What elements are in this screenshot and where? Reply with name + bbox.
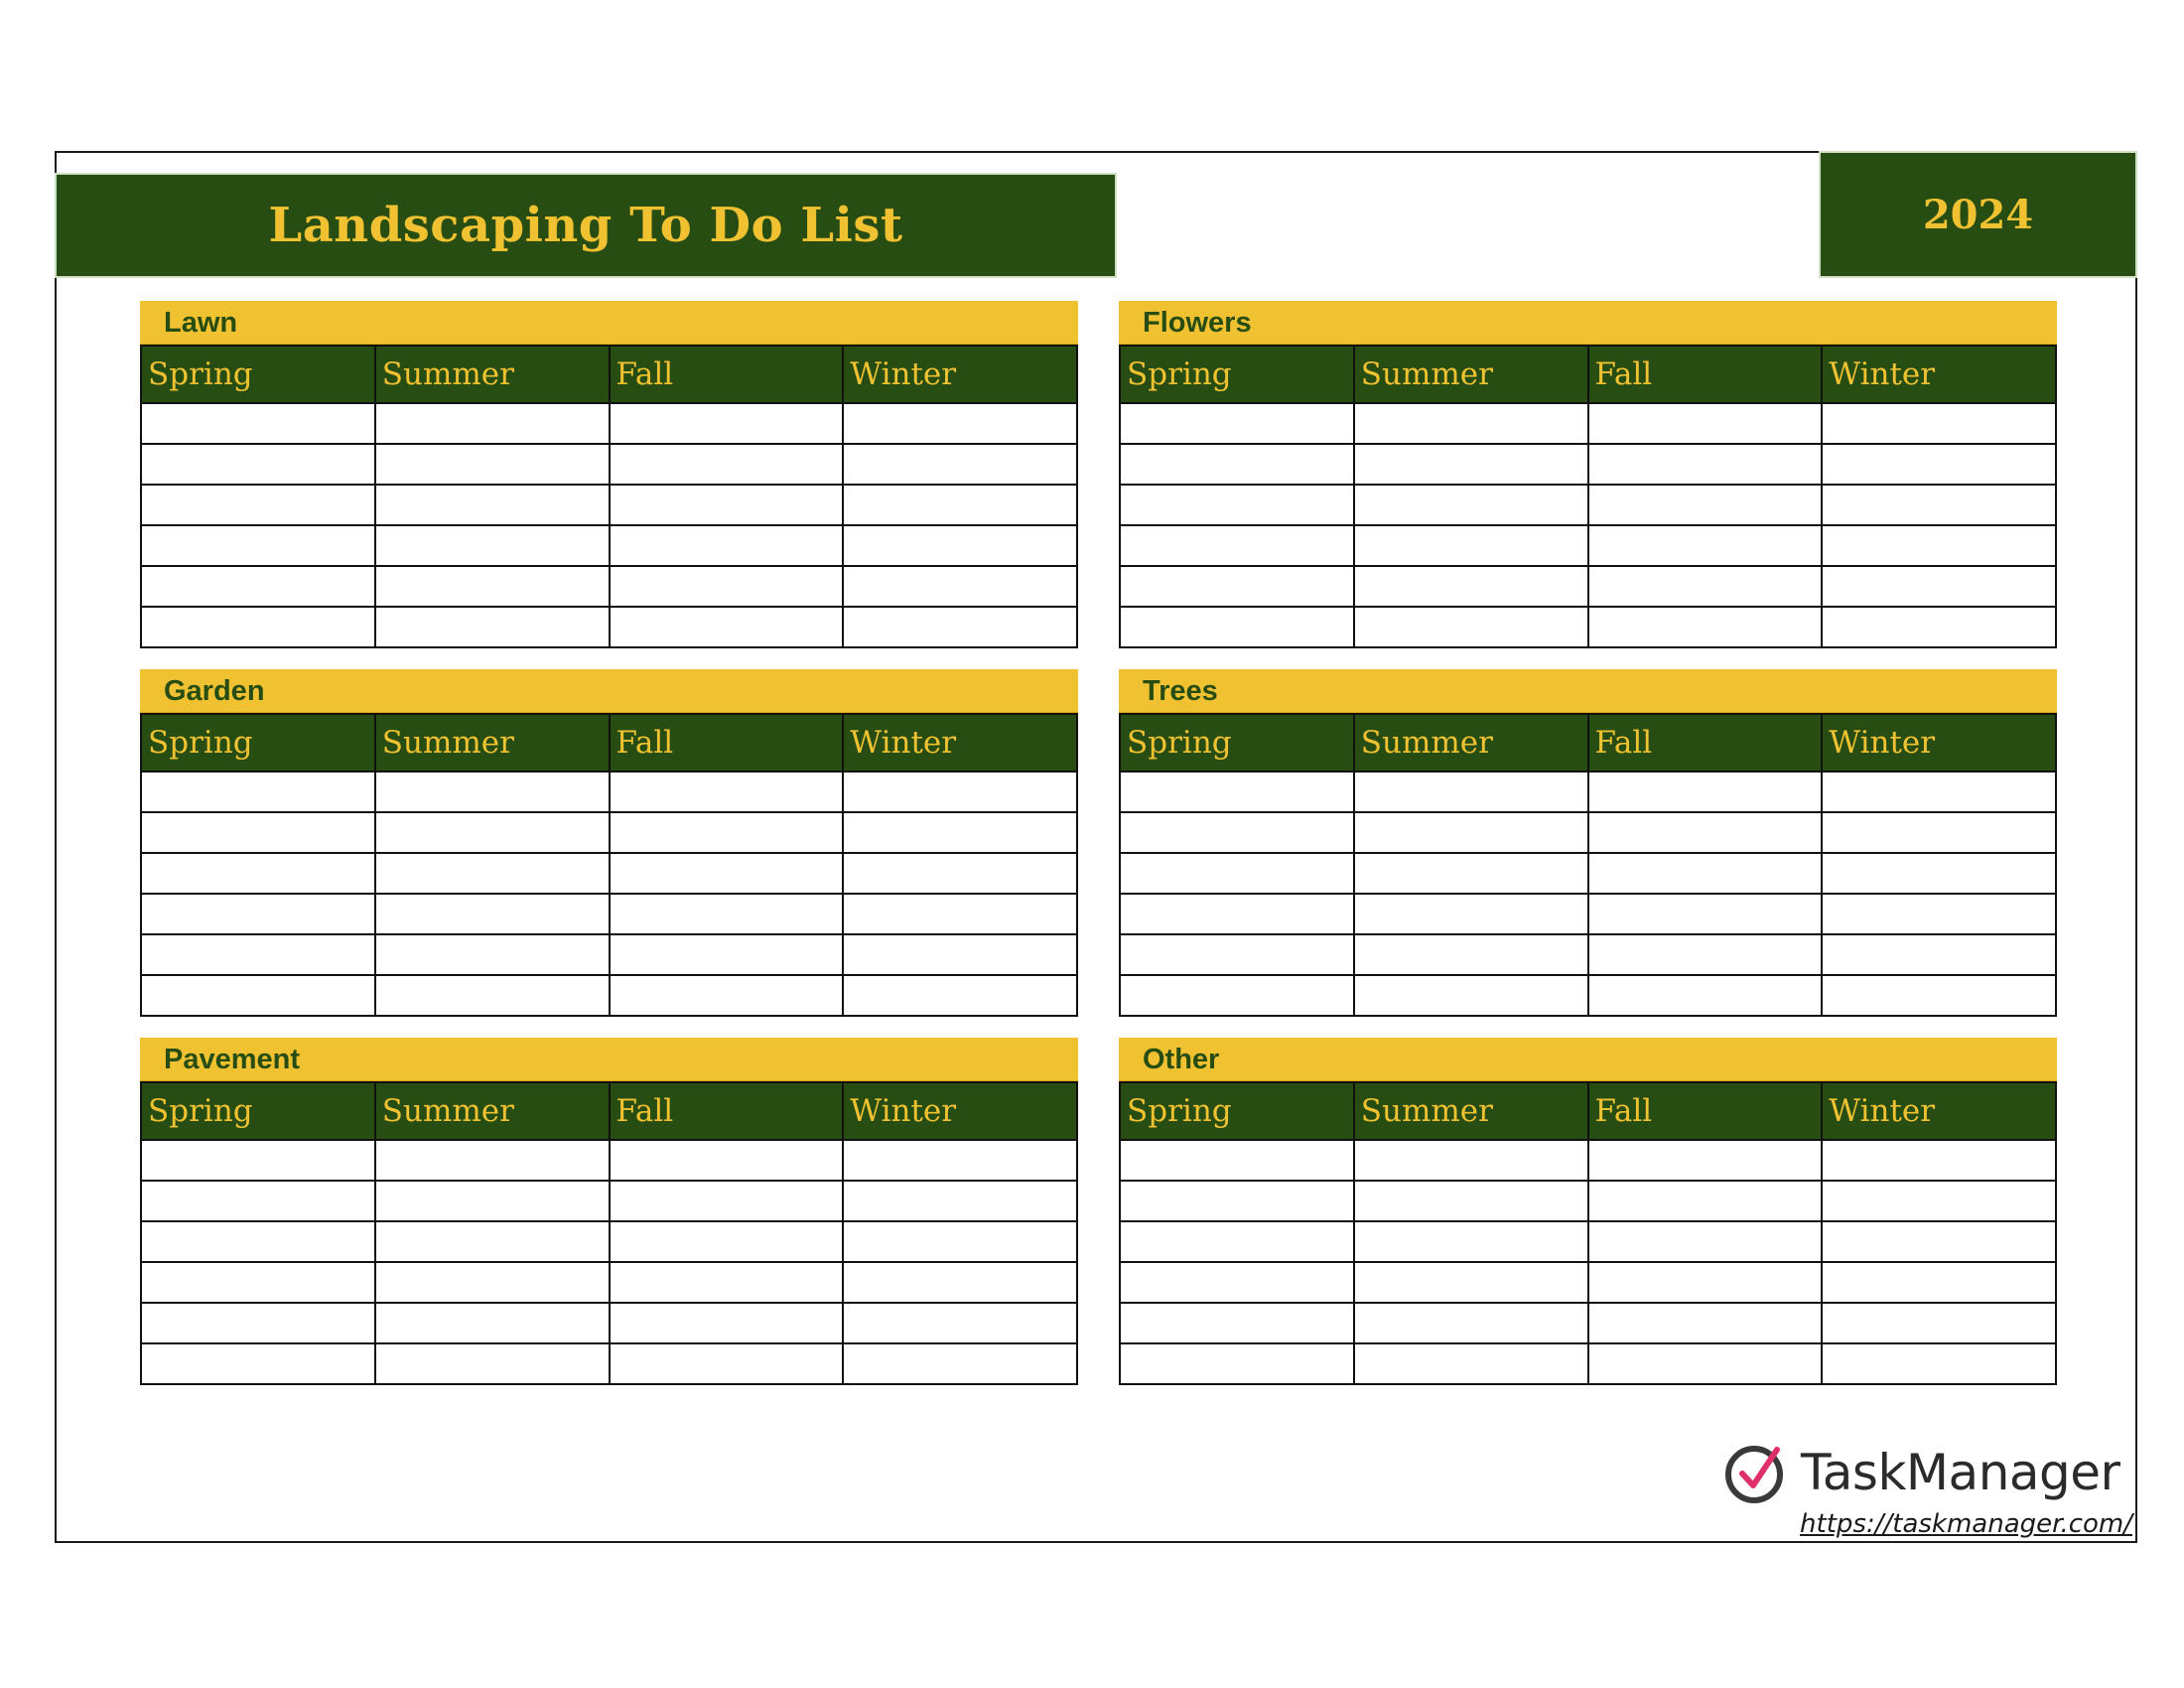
task-cell[interactable] <box>141 403 375 444</box>
task-cell[interactable] <box>1354 566 1588 607</box>
task-cell[interactable] <box>1588 853 1823 894</box>
task-cell[interactable] <box>1354 975 1588 1016</box>
task-cell[interactable] <box>1354 525 1588 566</box>
task-cell[interactable] <box>1588 403 1823 444</box>
task-cell[interactable] <box>375 607 610 647</box>
task-cell[interactable] <box>1588 772 1823 812</box>
table-row <box>141 934 1077 975</box>
table-row <box>141 853 1077 894</box>
task-cell[interactable] <box>141 853 375 894</box>
column-header-fall: Fall <box>610 346 844 403</box>
task-cell[interactable] <box>843 894 1077 934</box>
section-label: Garden <box>140 669 1078 713</box>
task-cell[interactable] <box>141 1343 375 1384</box>
task-cell[interactable] <box>141 1140 375 1181</box>
task-cell[interactable] <box>1120 485 1354 525</box>
task-cell[interactable] <box>1354 444 1588 485</box>
task-cell[interactable] <box>141 1181 375 1221</box>
task-cell[interactable] <box>141 934 375 975</box>
task-cell[interactable] <box>141 894 375 934</box>
task-cell[interactable] <box>141 772 375 812</box>
task-cell[interactable] <box>1822 444 2056 485</box>
task-cell[interactable] <box>141 607 375 647</box>
table-row <box>1120 1262 2056 1303</box>
task-table <box>1119 345 2057 648</box>
task-cell[interactable] <box>1822 607 2056 647</box>
task-cell[interactable] <box>375 1303 610 1343</box>
task-cell[interactable] <box>1588 1343 1823 1384</box>
table-row <box>1120 934 2056 975</box>
task-cell[interactable] <box>141 812 375 853</box>
task-cell[interactable] <box>1822 1181 2056 1221</box>
section-trees <box>1119 669 2057 1017</box>
task-cell[interactable] <box>1822 1262 2056 1303</box>
section-lawn <box>140 301 1078 648</box>
task-cell[interactable] <box>1354 1181 1588 1221</box>
table-row <box>1120 403 2056 444</box>
task-cell[interactable] <box>141 975 375 1016</box>
column-header-winter: Winter <box>843 714 1077 772</box>
column-header-winter: Winter <box>843 346 1077 403</box>
table-row <box>1120 1343 2056 1384</box>
table-row <box>1120 812 2056 853</box>
task-cell[interactable] <box>375 1343 610 1384</box>
task-cell[interactable] <box>1120 1303 1354 1343</box>
task-cell[interactable] <box>1354 853 1588 894</box>
column-header-summer: Summer <box>375 714 610 772</box>
task-cell[interactable] <box>610 975 844 1016</box>
task-cell[interactable] <box>1822 1303 2056 1343</box>
column-header-spring: Spring <box>1120 346 1354 403</box>
task-cell[interactable] <box>1354 1262 1588 1303</box>
task-cell[interactable] <box>843 566 1077 607</box>
table-row <box>1120 1303 2056 1343</box>
task-cell[interactable] <box>843 1303 1077 1343</box>
task-cell[interactable] <box>1588 1221 1823 1262</box>
task-cell[interactable] <box>1822 525 2056 566</box>
column-header-summer: Summer <box>1354 1082 1588 1140</box>
section-flowers <box>1119 301 2057 648</box>
table-row <box>1120 1181 2056 1221</box>
year-box <box>1819 151 2137 278</box>
task-cell[interactable] <box>1354 1221 1588 1262</box>
task-cell[interactable] <box>843 1262 1077 1303</box>
task-cell[interactable] <box>610 1181 844 1221</box>
section-label: Lawn <box>140 301 1078 345</box>
year-label: 2024 <box>1922 191 2034 238</box>
task-cell[interactable] <box>1588 566 1823 607</box>
task-cell[interactable] <box>375 1221 610 1262</box>
column-header-spring: Spring <box>141 714 375 772</box>
section-label: Trees <box>1119 669 2057 713</box>
table-row <box>1120 975 2056 1016</box>
section-other <box>1119 1038 2057 1385</box>
task-cell[interactable] <box>610 1221 844 1262</box>
table-row <box>141 1303 1077 1343</box>
table-row <box>141 1343 1077 1384</box>
task-cell[interactable] <box>843 1181 1077 1221</box>
task-cell[interactable] <box>1120 1140 1354 1181</box>
task-cell[interactable] <box>375 934 610 975</box>
task-cell[interactable] <box>1588 1303 1823 1343</box>
table-row <box>141 566 1077 607</box>
task-cell[interactable] <box>1120 607 1354 647</box>
column-header-winter: Winter <box>1822 714 2056 772</box>
task-cell[interactable] <box>375 812 610 853</box>
table-row <box>141 812 1077 853</box>
task-cell[interactable] <box>1822 894 2056 934</box>
task-cell[interactable] <box>1120 403 1354 444</box>
task-cell[interactable] <box>1354 934 1588 975</box>
task-cell[interactable] <box>610 812 844 853</box>
task-cell[interactable] <box>1822 1343 2056 1384</box>
table-row <box>141 1262 1077 1303</box>
table-row <box>1120 894 2056 934</box>
task-cell[interactable] <box>1588 444 1823 485</box>
table-row <box>141 444 1077 485</box>
task-table <box>1119 713 2057 1017</box>
task-cell[interactable] <box>1120 975 1354 1016</box>
table-row <box>1120 1221 2056 1262</box>
table-row <box>141 975 1077 1016</box>
task-cell[interactable] <box>610 894 844 934</box>
task-cell[interactable] <box>1120 566 1354 607</box>
task-cell[interactable] <box>1822 485 2056 525</box>
task-cell[interactable] <box>843 403 1077 444</box>
task-cell[interactable] <box>610 1303 844 1343</box>
section-garden <box>140 669 1078 1017</box>
task-cell[interactable] <box>141 566 375 607</box>
table-row <box>141 1181 1077 1221</box>
task-cell[interactable] <box>843 975 1077 1016</box>
column-header-spring: Spring <box>141 1082 375 1140</box>
column-header-fall: Fall <box>1588 346 1823 403</box>
task-cell[interactable] <box>843 485 1077 525</box>
task-table <box>140 345 1078 648</box>
column-header-fall: Fall <box>1588 714 1823 772</box>
task-cell[interactable] <box>375 485 610 525</box>
task-cell[interactable] <box>610 444 844 485</box>
task-cell[interactable] <box>1588 525 1823 566</box>
task-cell[interactable] <box>1120 1221 1354 1262</box>
table-row <box>141 1221 1077 1262</box>
table-row <box>1120 772 2056 812</box>
task-cell[interactable] <box>141 525 375 566</box>
table-row <box>1120 566 2056 607</box>
task-cell[interactable] <box>1588 812 1823 853</box>
column-header-fall: Fall <box>1588 1082 1823 1140</box>
task-cell[interactable] <box>1822 812 2056 853</box>
task-cell[interactable] <box>843 812 1077 853</box>
table-row <box>141 1140 1077 1181</box>
task-cell[interactable] <box>1822 934 2056 975</box>
task-cell[interactable] <box>141 1303 375 1343</box>
task-cell[interactable] <box>1354 1303 1588 1343</box>
table-row <box>141 607 1077 647</box>
table-row <box>1120 525 2056 566</box>
column-header-winter: Winter <box>1822 1082 2056 1140</box>
task-cell[interactable] <box>375 894 610 934</box>
task-cell[interactable] <box>1588 894 1823 934</box>
task-cell[interactable] <box>843 934 1077 975</box>
task-cell[interactable] <box>1822 1221 2056 1262</box>
column-header-fall: Fall <box>610 1082 844 1140</box>
task-cell[interactable] <box>1588 1262 1823 1303</box>
task-cell[interactable] <box>1120 772 1354 812</box>
column-header-winter: Winter <box>843 1082 1077 1140</box>
task-cell[interactable] <box>1354 772 1588 812</box>
task-cell[interactable] <box>610 566 844 607</box>
task-cell[interactable] <box>1822 772 2056 812</box>
task-cell[interactable] <box>610 1343 844 1384</box>
task-cell[interactable] <box>1588 975 1823 1016</box>
column-header-summer: Summer <box>375 346 610 403</box>
table-row <box>141 485 1077 525</box>
task-cell[interactable] <box>843 444 1077 485</box>
task-cell[interactable] <box>843 1221 1077 1262</box>
title-banner <box>55 173 1117 278</box>
column-header-fall: Fall <box>610 714 844 772</box>
task-cell[interactable] <box>843 772 1077 812</box>
task-cell[interactable] <box>375 1262 610 1303</box>
section-label: Flowers <box>1119 301 2057 345</box>
task-cell[interactable] <box>1822 1140 2056 1181</box>
task-cell[interactable] <box>610 1140 844 1181</box>
task-cell[interactable] <box>1120 444 1354 485</box>
task-cell[interactable] <box>375 444 610 485</box>
task-cell[interactable] <box>843 525 1077 566</box>
task-cell[interactable] <box>1120 894 1354 934</box>
task-cell[interactable] <box>375 566 610 607</box>
brand-name: TaskManager <box>1801 1444 2120 1501</box>
column-header-spring: Spring <box>1120 714 1354 772</box>
task-cell[interactable] <box>1120 525 1354 566</box>
task-cell[interactable] <box>375 975 610 1016</box>
task-cell[interactable] <box>610 853 844 894</box>
brand-url-link[interactable]: https://taskmanager.com/ <box>1800 1509 2132 1539</box>
task-cell[interactable] <box>1354 1343 1588 1384</box>
task-cell[interactable] <box>375 1181 610 1221</box>
table-row <box>1120 444 2056 485</box>
task-cell[interactable] <box>843 853 1077 894</box>
task-cell[interactable] <box>610 772 844 812</box>
task-cell[interactable] <box>141 1221 375 1262</box>
task-cell[interactable] <box>1822 403 2056 444</box>
table-row <box>1120 485 2056 525</box>
task-cell[interactable] <box>610 607 844 647</box>
section-label: Other <box>1119 1038 2057 1081</box>
task-cell[interactable] <box>1354 1140 1588 1181</box>
task-cell[interactable] <box>610 525 844 566</box>
column-header-summer: Summer <box>375 1082 610 1140</box>
task-cell[interactable] <box>843 607 1077 647</box>
section-label: Pavement <box>140 1038 1078 1081</box>
task-cell[interactable] <box>1822 566 2056 607</box>
section-pavement <box>140 1038 1078 1385</box>
page-title: Landscaping To Do List <box>268 198 903 253</box>
task-cell[interactable] <box>1588 607 1823 647</box>
task-cell[interactable] <box>610 485 844 525</box>
task-cell[interactable] <box>1588 934 1823 975</box>
task-cell[interactable] <box>610 1262 844 1303</box>
table-row <box>141 525 1077 566</box>
task-cell[interactable] <box>1354 894 1588 934</box>
task-cell[interactable] <box>375 772 610 812</box>
task-cell[interactable] <box>1120 1262 1354 1303</box>
brand-logo <box>1723 1440 2120 1505</box>
task-cell[interactable] <box>375 853 610 894</box>
task-cell[interactable] <box>1120 934 1354 975</box>
task-cell[interactable] <box>1120 853 1354 894</box>
task-cell[interactable] <box>1354 812 1588 853</box>
checkmark-circle-icon <box>1723 1440 1789 1505</box>
column-header-summer: Summer <box>1354 714 1588 772</box>
table-row <box>1120 853 2056 894</box>
column-header-spring: Spring <box>1120 1082 1354 1140</box>
task-cell[interactable] <box>1822 853 2056 894</box>
column-header-spring: Spring <box>141 346 375 403</box>
column-header-winter: Winter <box>1822 346 2056 403</box>
task-cell[interactable] <box>1120 1343 1354 1384</box>
table-row <box>1120 607 2056 647</box>
task-cell[interactable] <box>141 444 375 485</box>
task-cell[interactable] <box>1354 485 1588 525</box>
task-cell[interactable] <box>141 1262 375 1303</box>
table-row <box>1120 1140 2056 1181</box>
task-cell[interactable] <box>610 403 844 444</box>
task-cell[interactable] <box>1822 975 2056 1016</box>
task-cell[interactable] <box>141 485 375 525</box>
task-cell[interactable] <box>1588 1140 1823 1181</box>
table-row <box>141 894 1077 934</box>
table-row <box>141 403 1077 444</box>
task-table <box>140 1081 1078 1385</box>
table-row <box>141 772 1077 812</box>
task-table <box>140 713 1078 1017</box>
task-cell[interactable] <box>610 934 844 975</box>
task-cell[interactable] <box>1588 1181 1823 1221</box>
task-cell[interactable] <box>375 525 610 566</box>
task-cell[interactable] <box>843 1140 1077 1181</box>
task-cell[interactable] <box>1120 812 1354 853</box>
task-table <box>1119 1081 2057 1385</box>
task-cell[interactable] <box>843 1343 1077 1384</box>
task-cell[interactable] <box>1354 403 1588 444</box>
task-cell[interactable] <box>1588 485 1823 525</box>
column-header-summer: Summer <box>1354 346 1588 403</box>
task-cell[interactable] <box>1120 1181 1354 1221</box>
task-cell[interactable] <box>1354 607 1588 647</box>
task-cell[interactable] <box>375 1140 610 1181</box>
task-cell[interactable] <box>375 403 610 444</box>
